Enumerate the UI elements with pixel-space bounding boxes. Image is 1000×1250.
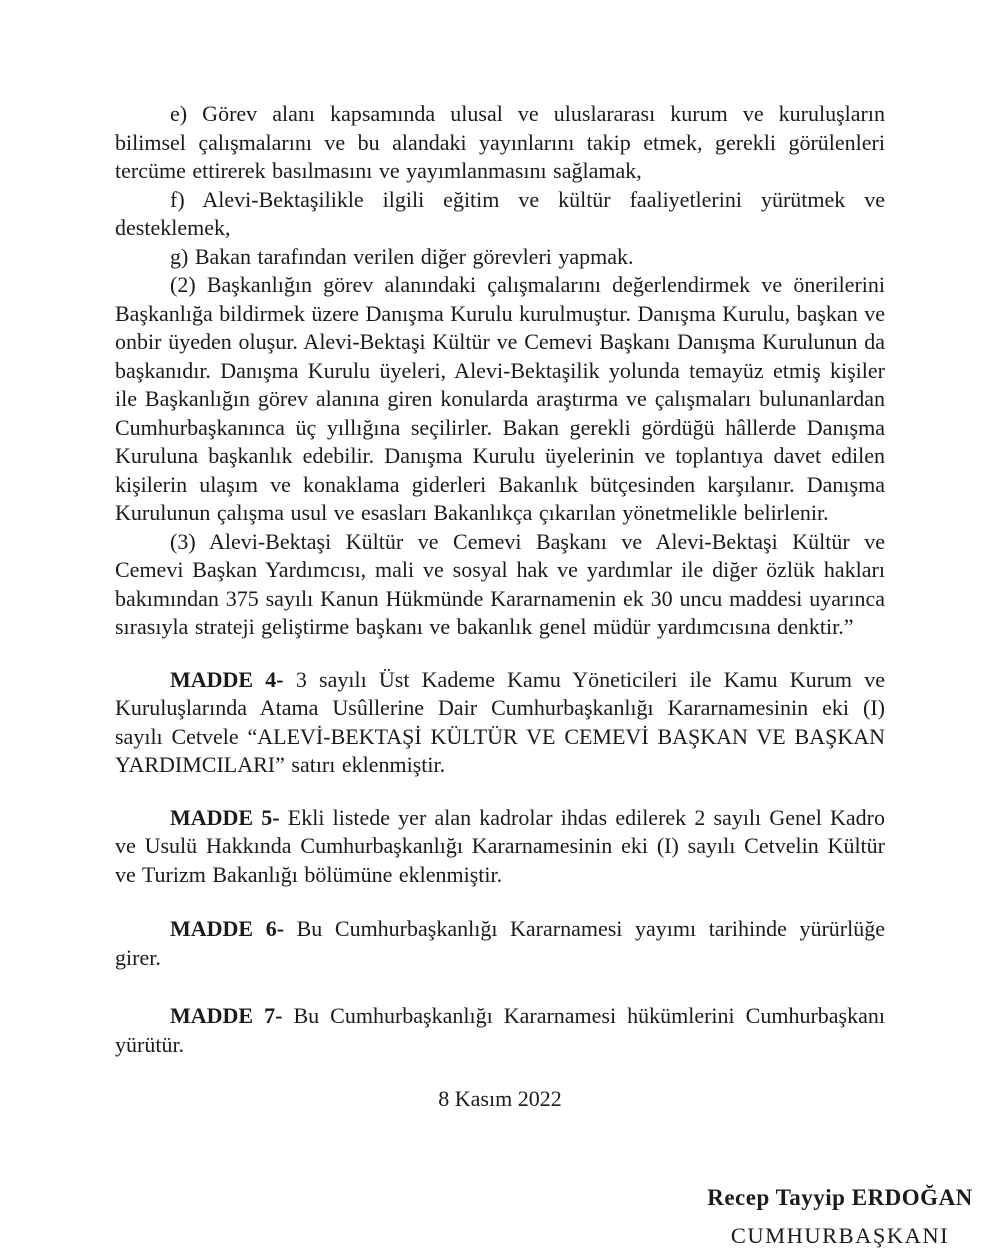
madde-5-text: Ekli listede yer alan kadrolar ihdas edilerek 2 sayılı Genel Kadro ve Usulü Hakkında Cumhurbaşkanlığı Kararnamesinin eki (I) sayılı Cetvelin Kültür ve Turizm Bakanlığı bölümüne eklenmiştir. bbox=[115, 804, 885, 887]
clause-f: f) Alevi-Bektaşilikle ilgili eğitim ve kültür faaliyetlerini yürütmek ve desteklemek, bbox=[115, 186, 885, 240]
clause-g: g) Bakan tarafından verilen diğer görevleri yapmak. bbox=[170, 243, 634, 269]
madde-7-text: Bu Cumhurbaşkanlığı Kararnamesi hükümlerini Cumhurbaşkanı yürütür. bbox=[115, 1003, 885, 1057]
madde-4-label: MADDE 4- bbox=[170, 666, 284, 692]
madde-4-text: 3 sayılı Üst Kademe Kamu Yöneticileri ile Kamu Kurum ve Kuruluşlarında Atama Usûllerine Dair Cumhurbaşkanlığı Kararnamesinin eki (I) sayılı Cetvele “ALEVİ-BEKTAŞİ KÜLTÜR VE CEMEVİ BAŞKAN VE BAŞKAN YARDIMCILARI” satırı eklenmiştir. bbox=[115, 666, 886, 777]
paragraph-2: (2) Başkanlığın görev alanındaki çalışmalarını değerlendirmek ve önerilerini Başkanlığa bildirmek üzere Danışma Kurulu kurulmuştur. Danışma Kurulu, başkan ve onbir üyeden oluşur. Alevi-Bektaşi Kültür ve Cemevi Başkanı Danışma Kurulunun da başkanıdır. Danışma Kurulu üyeleri, Alevi-Bektaşilik yolunda temayüz etmiş kişiler ile Başkanlığın görev alanına giren konularda araştırma ve çalışmaları bulunanlardan Cumhurbaşkanınca üç yıllığına seçilirler. Bakan gerekli gördüğü hâllerde Danışma Kuruluna başkanlık edebilir. Danışma Kurulu üyelerinin ve toplantıya davet edilen kişilerin ulaşım ve konaklama giderleri Bakanlık bütçesinden karşılanır. Danışma Kurulunun çalışma usul ve esasları Bakanlıkça çıkarılan yönetmelikle belirlenir. bbox=[115, 272, 885, 525]
decree-date: 8 Kasım 2022 bbox=[438, 1086, 562, 1111]
madde-6 bbox=[115, 915, 885, 972]
madde-6-label: MADDE 6- bbox=[170, 916, 285, 941]
madde-5-label: MADDE 5- bbox=[170, 804, 280, 830]
madde-6-text: Bu Cumhurbaşkanlığı Kararnamesi yayımı tarihinde yürürlüğe girer. bbox=[115, 916, 886, 970]
madde-4 bbox=[115, 666, 885, 780]
madde-7 bbox=[115, 1002, 885, 1059]
clause-e: e) Görev alanı kapsamında ulusal ve uluslararası kurum ve kuruluşların bilimsel çalışmalarını ve bu alandaki yayınlarını takip etmek, gerekli görülenleri tercüme ettirerek basılmasını ve yayımlanmasını sağlamak, bbox=[115, 101, 885, 183]
paragraph-3: (3) Alevi-Bektaşi Kültür ve Cemevi Başkanı ve Alevi-Bektaşi Kültür ve Cemevi Başkan Yardımcısı, mali ve sosyal hak ve yardımlar ile diğer özlük hakları bakımından 375 sayılı Kanun Hükmünde Kararnamenin ek 30 uncu maddesi uyarınca sırasıyla strateji geliştirme başkanı ve bakanlık genel müdür yardımcısına denktir.” bbox=[115, 528, 885, 639]
madde-7-label: MADDE 7- bbox=[170, 1003, 283, 1028]
signature-name: Recep Tayyip ERDOĞAN bbox=[707, 1184, 973, 1210]
madde-5 bbox=[115, 804, 885, 890]
signature-block bbox=[680, 1184, 1000, 1250]
signature-title: CUMHURBAŞKANI bbox=[730, 1223, 950, 1248]
